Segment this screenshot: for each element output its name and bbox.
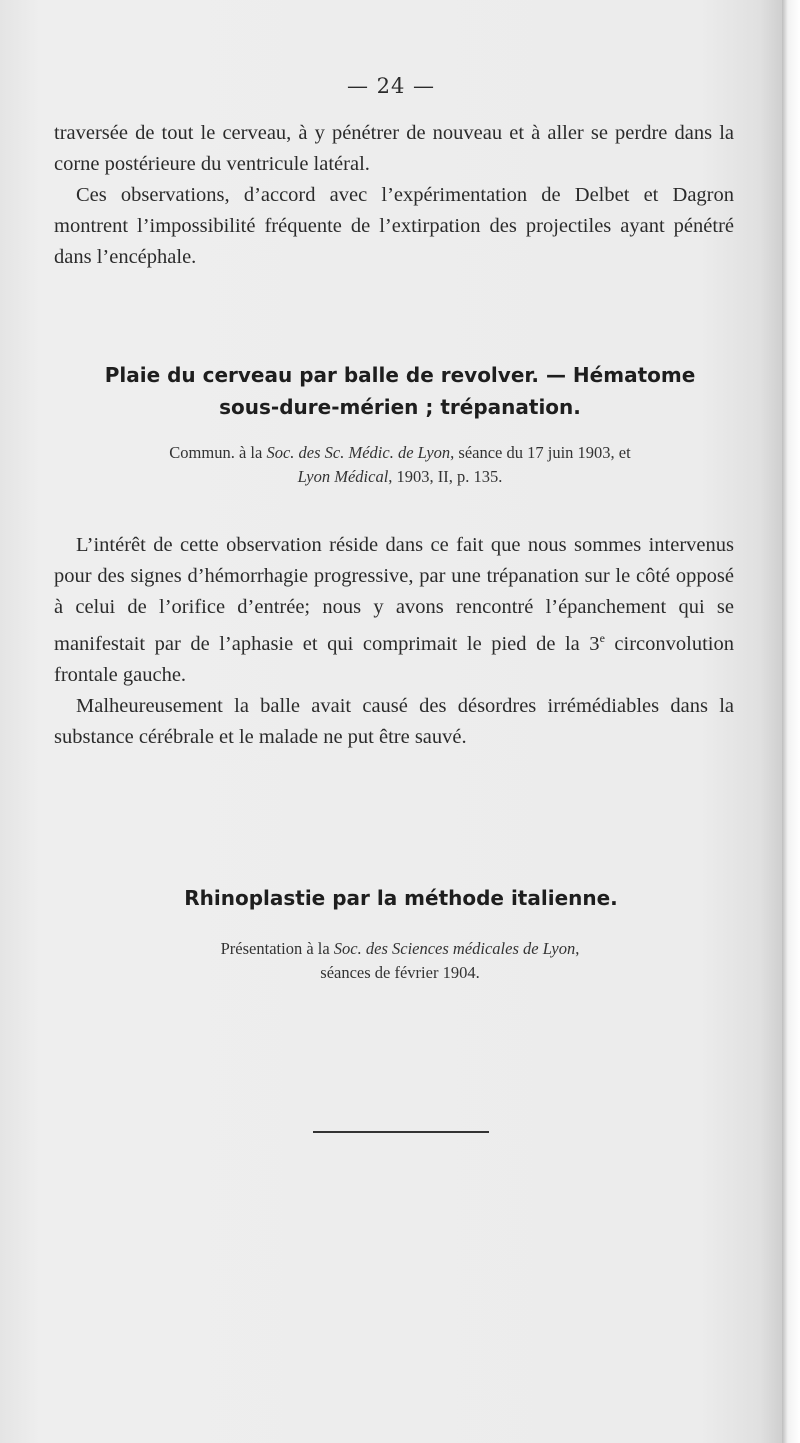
- ref-comma: ,: [575, 939, 580, 958]
- section-title-line-2: sous-dure-mérien ; trépanation.: [219, 395, 581, 419]
- section-title-rhinoplastie: Rhinoplastie par la méthode italienne.: [184, 886, 618, 910]
- reference-rhinoplastie: [130, 937, 670, 985]
- end-rule-divider: [313, 1131, 489, 1133]
- paragraph-interet: [54, 530, 734, 691]
- paragraph-continuation: traversée de tout le cerveau, à y pénétrer de nouveau et à aller se perdre dans la corne postérieure du ventricule latéral.: [54, 122, 734, 175]
- paragraph-observations: Ces observations, d’accord avec l’expérimentation de Delbet et Dagron montrent l’impossibilité fréquente de l’extirpation des projectiles ayant pénétré dans l’encéphale.: [54, 184, 734, 268]
- ref-society: Soc. des Sc. Médic. de Lyon: [266, 443, 451, 462]
- ref-society: Soc. des Sciences médicales de Lyon: [333, 939, 576, 958]
- ref-prefix: Présentation à la: [220, 939, 334, 958]
- section-title-line-1: Plaie du cerveau par balle de revolver. — Hématome: [104, 363, 696, 387]
- superscript-e: e: [599, 631, 605, 645]
- text-block-observation: [54, 530, 734, 753]
- paragraph-interet-text: L’intérêt de cette observation réside dans ce fait que nous sommes intervenus pour des signes d’hémorrhagie progressive, par une trépanation sur le côté opposé à celui de l’orifice d’entrée; nous y avons rencontré l’épanchement qui se manifestait par de l’aphasie et qui comprimait le pied de la 3: [54, 534, 734, 655]
- ref-session: , séance du 17 juin 1903, et: [450, 443, 631, 462]
- page-gutter: [782, 0, 800, 1443]
- paragraph-interet-end: circonvolution frontale gauche.: [54, 632, 734, 686]
- paragraph-malheureusement: Malheureusement la balle avait causé des désordres irrémédiables dans la substance cérébrale et le malade ne put être sauvé.: [54, 694, 734, 748]
- section-title-plaie-cerveau: [70, 359, 730, 423]
- ref-journal: Lyon Médical: [297, 467, 389, 486]
- ref-sessions: séances de février 1904.: [320, 963, 480, 982]
- ref-volume: , 1903, II, p. 135.: [388, 467, 503, 486]
- reference-plaie-cerveau: [60, 441, 740, 489]
- ref-prefix: Commun. à la: [169, 443, 267, 462]
- page-number: — 24 —: [346, 74, 436, 98]
- text-block-continuation: [54, 118, 734, 273]
